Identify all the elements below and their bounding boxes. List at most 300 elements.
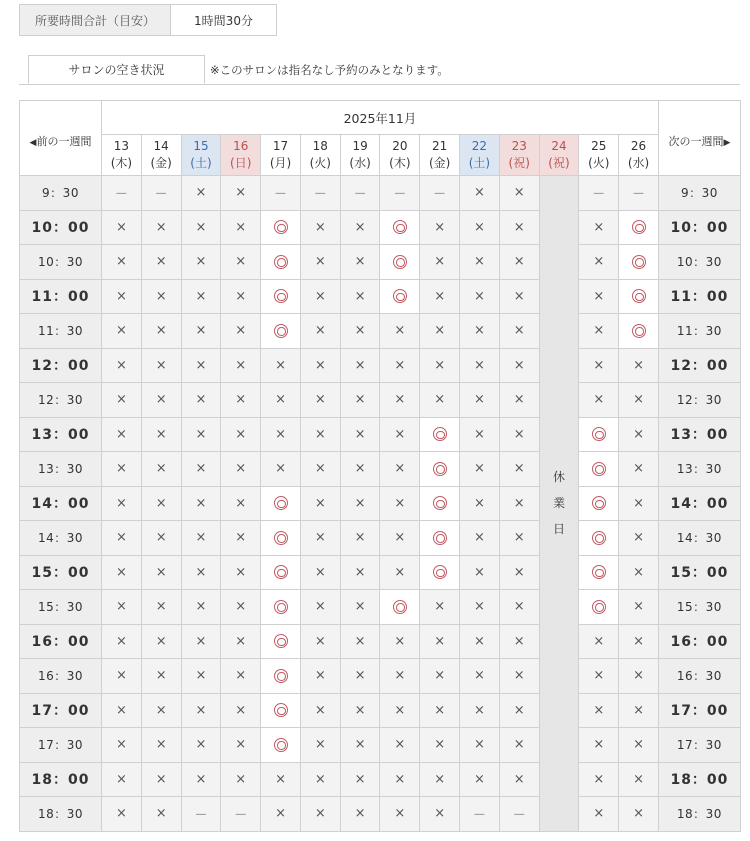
time-label: 17：00 (658, 693, 740, 728)
day-header (221, 135, 261, 176)
slot-unavailable: × (181, 486, 221, 521)
time-row (20, 383, 741, 418)
time-label: 18：00 (658, 762, 740, 797)
slot-unavailable: × (499, 210, 539, 245)
slot-unavailable: × (102, 728, 142, 763)
slot-unavailable: × (300, 797, 340, 832)
day-header (300, 135, 340, 176)
day-header (340, 135, 380, 176)
day-date: 23 (511, 139, 527, 153)
time-label: 14：00 (658, 486, 740, 521)
slot-unavailable: × (460, 348, 500, 383)
time-label: 14：30 (658, 521, 740, 556)
double-circle-icon (274, 324, 288, 338)
double-circle-icon (274, 220, 288, 234)
slot-available[interactable] (261, 486, 301, 521)
slot-unavailable: × (181, 452, 221, 487)
time-label: 15：30 (658, 590, 740, 625)
next-week-button[interactable] (658, 101, 740, 176)
slot-unavailable: × (221, 314, 261, 349)
slot-unavailable: × (261, 762, 301, 797)
slot-unavailable: × (141, 590, 181, 625)
slot-available[interactable] (619, 314, 659, 349)
slot-unavailable: × (420, 279, 460, 314)
slot-unavailable: × (499, 176, 539, 211)
slot-unavailable: × (340, 245, 380, 280)
slot-unavailable: × (300, 417, 340, 452)
day-header (619, 135, 659, 176)
slot-unavailable: × (420, 624, 460, 659)
slot-unavailable: × (619, 693, 659, 728)
slot-available[interactable] (579, 555, 619, 590)
slot-available[interactable] (619, 210, 659, 245)
slot-unavailable: × (619, 486, 659, 521)
slot-none: － (340, 176, 380, 211)
time-label: 12：30 (20, 383, 102, 418)
slot-unavailable: × (102, 486, 142, 521)
slot-unavailable: × (380, 452, 420, 487)
time-label: 10：00 (658, 210, 740, 245)
time-row (20, 624, 741, 659)
slot-unavailable: × (102, 762, 142, 797)
slot-available[interactable] (420, 555, 460, 590)
slot-unavailable: × (460, 659, 500, 694)
slot-unavailable: × (499, 383, 539, 418)
slot-none: － (221, 797, 261, 832)
time-label: 12：00 (658, 348, 740, 383)
time-label: 14：30 (20, 521, 102, 556)
slot-unavailable: × (221, 521, 261, 556)
slot-unavailable: × (499, 279, 539, 314)
time-row (20, 590, 741, 625)
time-row (20, 797, 741, 832)
day-header (460, 135, 500, 176)
slot-unavailable: × (221, 279, 261, 314)
double-circle-icon (592, 462, 606, 476)
slot-unavailable: × (340, 486, 380, 521)
slot-none: － (181, 797, 221, 832)
slot-unavailable: × (499, 555, 539, 590)
time-label: 17：30 (658, 728, 740, 763)
slot-available[interactable] (261, 659, 301, 694)
time-row (20, 245, 741, 280)
slot-unavailable: × (181, 555, 221, 590)
slot-unavailable: × (340, 797, 380, 832)
prev-week-label: 前の一週間 (36, 135, 92, 148)
day-date: 20 (392, 139, 408, 153)
slot-unavailable: × (141, 417, 181, 452)
duration-value: 1時間30分 (194, 13, 253, 28)
prev-week-button[interactable] (20, 101, 102, 176)
slot-unavailable: × (141, 245, 181, 280)
day-date: 17 (272, 139, 289, 153)
slot-unavailable: × (499, 348, 539, 383)
slot-unavailable: × (221, 245, 261, 280)
availability-table (19, 100, 741, 832)
double-circle-icon (274, 496, 288, 510)
slot-unavailable: × (102, 348, 142, 383)
slot-unavailable: × (460, 314, 500, 349)
slot-unavailable: × (102, 417, 142, 452)
slot-unavailable: × (460, 383, 500, 418)
slot-unavailable: × (181, 521, 221, 556)
slot-unavailable: × (300, 210, 340, 245)
slot-unavailable: × (619, 383, 659, 418)
slot-unavailable: × (380, 762, 420, 797)
slot-unavailable: × (420, 590, 460, 625)
day-date: 24 (551, 139, 567, 153)
day-header (420, 135, 460, 176)
slot-unavailable: × (460, 728, 500, 763)
slot-unavailable: × (380, 521, 420, 556)
slot-unavailable: × (141, 521, 181, 556)
slot-unavailable: × (499, 417, 539, 452)
slot-unavailable: × (340, 383, 380, 418)
slot-unavailable: × (261, 383, 301, 418)
slot-unavailable: × (141, 693, 181, 728)
double-circle-icon (632, 220, 646, 234)
time-row (20, 521, 741, 556)
slot-unavailable: × (221, 590, 261, 625)
slot-unavailable: × (300, 762, 340, 797)
slot-unavailable: × (181, 728, 221, 763)
slot-unavailable: × (181, 314, 221, 349)
slot-unavailable: × (460, 176, 500, 211)
slot-unavailable: × (420, 245, 460, 280)
slot-unavailable: × (300, 521, 340, 556)
time-label: 10：30 (658, 245, 740, 280)
next-week-label: 次の一週間 (668, 135, 724, 148)
day-weekday: (日) (230, 156, 252, 170)
time-label: 15：00 (658, 555, 740, 590)
slot-unavailable: × (221, 383, 261, 418)
double-circle-icon (393, 255, 407, 269)
slot-unavailable: × (221, 210, 261, 245)
slot-unavailable: × (102, 314, 142, 349)
day-date: 26 (630, 139, 647, 153)
slot-unavailable: × (420, 693, 460, 728)
day-weekday: (金) (428, 156, 451, 170)
slot-available[interactable] (579, 486, 619, 521)
chevron-right-icon: ▶ (723, 138, 731, 148)
slot-unavailable: × (141, 728, 181, 763)
double-circle-icon (592, 600, 606, 614)
slot-unavailable: × (141, 624, 181, 659)
slot-unavailable: × (579, 728, 619, 763)
day-date: 19 (352, 139, 368, 153)
day-weekday: (月) (269, 156, 292, 170)
time-label: 15：00 (20, 555, 102, 590)
time-row (20, 693, 741, 728)
slot-unavailable: × (579, 314, 619, 349)
day-header (181, 135, 221, 176)
slot-unavailable: × (420, 797, 460, 832)
slot-available[interactable] (579, 417, 619, 452)
day-header (539, 135, 579, 176)
slot-unavailable: × (619, 590, 659, 625)
slot-unavailable: × (102, 555, 142, 590)
day-header (380, 135, 420, 176)
slot-available[interactable] (619, 279, 659, 314)
slot-available[interactable] (261, 314, 301, 349)
slot-unavailable: × (460, 210, 500, 245)
slot-none: － (460, 797, 500, 832)
closed-day-column (539, 176, 579, 832)
slot-unavailable: × (141, 383, 181, 418)
slot-available[interactable] (380, 279, 420, 314)
slot-unavailable: × (460, 624, 500, 659)
slot-unavailable: × (460, 452, 500, 487)
slot-unavailable: × (141, 314, 181, 349)
chevron-left-icon: ◀ (29, 138, 37, 148)
double-circle-icon (592, 565, 606, 579)
slot-unavailable: × (420, 210, 460, 245)
slot-unavailable: × (579, 659, 619, 694)
time-row (20, 659, 741, 694)
time-row (20, 452, 741, 487)
tab-salon-availability[interactable]: サロンの空き状況 (28, 55, 205, 84)
slot-available[interactable] (261, 693, 301, 728)
closed-day-label: 日 (552, 522, 565, 537)
slot-unavailable: × (619, 417, 659, 452)
slot-available[interactable] (579, 590, 619, 625)
slot-unavailable: × (340, 314, 380, 349)
slot-available[interactable] (261, 590, 301, 625)
slot-unavailable: × (340, 659, 380, 694)
slot-none: － (261, 176, 301, 211)
double-circle-icon (274, 738, 288, 752)
double-circle-icon (274, 600, 288, 614)
slot-unavailable: × (102, 521, 142, 556)
slot-unavailable: × (499, 659, 539, 694)
slot-unavailable: × (499, 245, 539, 280)
slot-available[interactable] (380, 210, 420, 245)
slot-unavailable: × (181, 348, 221, 383)
slot-unavailable: × (300, 348, 340, 383)
slot-unavailable: × (579, 245, 619, 280)
slot-unavailable: × (460, 279, 500, 314)
slot-unavailable: × (380, 728, 420, 763)
slot-unavailable: × (300, 452, 340, 487)
slot-available[interactable] (579, 452, 619, 487)
day-header (102, 135, 142, 176)
slot-unavailable: × (380, 555, 420, 590)
slot-unavailable: × (460, 762, 500, 797)
slot-unavailable: × (340, 555, 380, 590)
day-weekday: (土) (190, 156, 212, 170)
slot-unavailable: × (460, 417, 500, 452)
slot-unavailable: × (380, 693, 420, 728)
day-date: 15 (193, 139, 209, 153)
double-circle-icon (393, 220, 407, 234)
slot-unavailable: × (499, 624, 539, 659)
slot-unavailable: × (420, 348, 460, 383)
slot-unavailable: × (380, 797, 420, 832)
day-weekday: (祝) (508, 156, 530, 170)
slot-unavailable: × (619, 521, 659, 556)
slot-unavailable: × (380, 314, 420, 349)
closed-day-label: 休 (552, 470, 565, 485)
slot-unavailable: × (141, 348, 181, 383)
slot-available[interactable] (261, 728, 301, 763)
slot-available[interactable] (579, 521, 619, 556)
slot-unavailable: × (380, 624, 420, 659)
double-circle-icon (632, 255, 646, 269)
double-circle-icon (433, 427, 447, 441)
slot-unavailable: × (579, 383, 619, 418)
day-date: 22 (471, 139, 488, 153)
slot-unavailable: × (300, 728, 340, 763)
day-weekday: (木) (110, 156, 133, 170)
day-weekday: (水) (349, 156, 371, 170)
slot-unavailable: × (221, 693, 261, 728)
slot-unavailable: × (499, 762, 539, 797)
slot-available[interactable] (420, 417, 460, 452)
slot-unavailable: × (221, 624, 261, 659)
slot-available[interactable] (380, 245, 420, 280)
time-label: 9：30 (20, 176, 102, 211)
slot-unavailable: × (261, 452, 301, 487)
slot-unavailable: × (499, 590, 539, 625)
slot-unavailable: × (221, 452, 261, 487)
day-weekday: (祝) (548, 156, 570, 170)
time-row (20, 210, 741, 245)
month-label: 2025年11月 (102, 101, 659, 135)
time-row (20, 279, 741, 314)
time-label: 13：30 (658, 452, 740, 487)
slot-unavailable: × (619, 452, 659, 487)
time-label: 9：30 (658, 176, 740, 211)
time-label: 11：30 (658, 314, 740, 349)
slot-unavailable: × (380, 659, 420, 694)
slot-none: － (300, 176, 340, 211)
time-label: 14：00 (20, 486, 102, 521)
time-label: 13：00 (20, 417, 102, 452)
day-header (499, 135, 539, 176)
duration-label: 所要時間合計（目安） (20, 5, 171, 35)
slot-unavailable: × (221, 762, 261, 797)
double-circle-icon (632, 324, 646, 338)
day-header (261, 135, 301, 176)
double-circle-icon (433, 496, 447, 510)
time-label: 16：00 (658, 624, 740, 659)
slot-unavailable: × (181, 417, 221, 452)
time-label: 13：00 (658, 417, 740, 452)
slot-unavailable: × (181, 210, 221, 245)
double-circle-icon (592, 496, 606, 510)
slot-unavailable: × (102, 624, 142, 659)
slot-unavailable: × (619, 728, 659, 763)
slot-unavailable: × (579, 279, 619, 314)
day-header-row (20, 135, 741, 176)
time-row (20, 555, 741, 590)
slot-unavailable: × (340, 521, 380, 556)
slot-unavailable: × (300, 693, 340, 728)
slot-unavailable: × (141, 486, 181, 521)
slot-available[interactable] (420, 486, 460, 521)
slot-unavailable: × (102, 590, 142, 625)
slot-unavailable: × (420, 659, 460, 694)
day-header (579, 135, 619, 176)
time-label: 11：00 (20, 279, 102, 314)
slot-unavailable: × (340, 762, 380, 797)
time-label: 18：30 (20, 797, 102, 832)
day-header (141, 135, 181, 176)
time-label: 17：00 (20, 693, 102, 728)
slot-unavailable: × (261, 348, 301, 383)
slot-unavailable: × (300, 279, 340, 314)
slot-unavailable: × (579, 762, 619, 797)
slot-available[interactable] (261, 245, 301, 280)
slot-unavailable: × (619, 624, 659, 659)
slot-available[interactable] (261, 210, 301, 245)
tab-divider (19, 84, 740, 85)
slot-unavailable: × (102, 659, 142, 694)
double-circle-icon (592, 427, 606, 441)
slot-unavailable: × (141, 797, 181, 832)
day-date: 16 (233, 139, 249, 153)
slot-unavailable: × (181, 659, 221, 694)
time-label: 16：30 (658, 659, 740, 694)
slot-unavailable: × (102, 245, 142, 280)
time-label: 10：30 (20, 245, 102, 280)
slot-available[interactable] (261, 624, 301, 659)
slot-available[interactable] (420, 521, 460, 556)
slot-available[interactable] (261, 279, 301, 314)
slot-none: － (619, 176, 659, 211)
time-row (20, 762, 741, 797)
slot-unavailable: × (499, 693, 539, 728)
slot-unavailable: × (380, 383, 420, 418)
day-date: 18 (312, 139, 328, 153)
slot-unavailable: × (141, 762, 181, 797)
double-circle-icon (274, 634, 288, 648)
slot-available[interactable] (619, 245, 659, 280)
slot-unavailable: × (141, 452, 181, 487)
slot-unavailable: × (460, 521, 500, 556)
time-label: 13：30 (20, 452, 102, 487)
slot-unavailable: × (221, 659, 261, 694)
slot-unavailable: × (141, 210, 181, 245)
slot-unavailable: × (420, 762, 460, 797)
slot-unavailable: × (499, 452, 539, 487)
slot-unavailable: × (340, 624, 380, 659)
slot-unavailable: × (181, 279, 221, 314)
slot-unavailable: × (340, 279, 380, 314)
slot-unavailable: × (340, 728, 380, 763)
day-date: 14 (153, 139, 169, 153)
double-circle-icon (393, 289, 407, 303)
slot-available[interactable] (261, 521, 301, 556)
slot-unavailable: × (340, 348, 380, 383)
slot-unavailable: × (420, 383, 460, 418)
slot-unavailable: × (221, 348, 261, 383)
slot-unavailable: × (499, 314, 539, 349)
slot-unavailable: × (300, 624, 340, 659)
time-row (20, 486, 741, 521)
slot-available[interactable] (261, 555, 301, 590)
time-label: 12：00 (20, 348, 102, 383)
slot-unavailable: × (340, 210, 380, 245)
day-date: 21 (432, 139, 448, 153)
time-label: 18：30 (658, 797, 740, 832)
slot-unavailable: × (102, 452, 142, 487)
slot-unavailable: × (340, 417, 380, 452)
time-label: 18：00 (20, 762, 102, 797)
slot-available[interactable] (420, 452, 460, 487)
slot-available[interactable] (380, 590, 420, 625)
double-circle-icon (274, 531, 288, 545)
